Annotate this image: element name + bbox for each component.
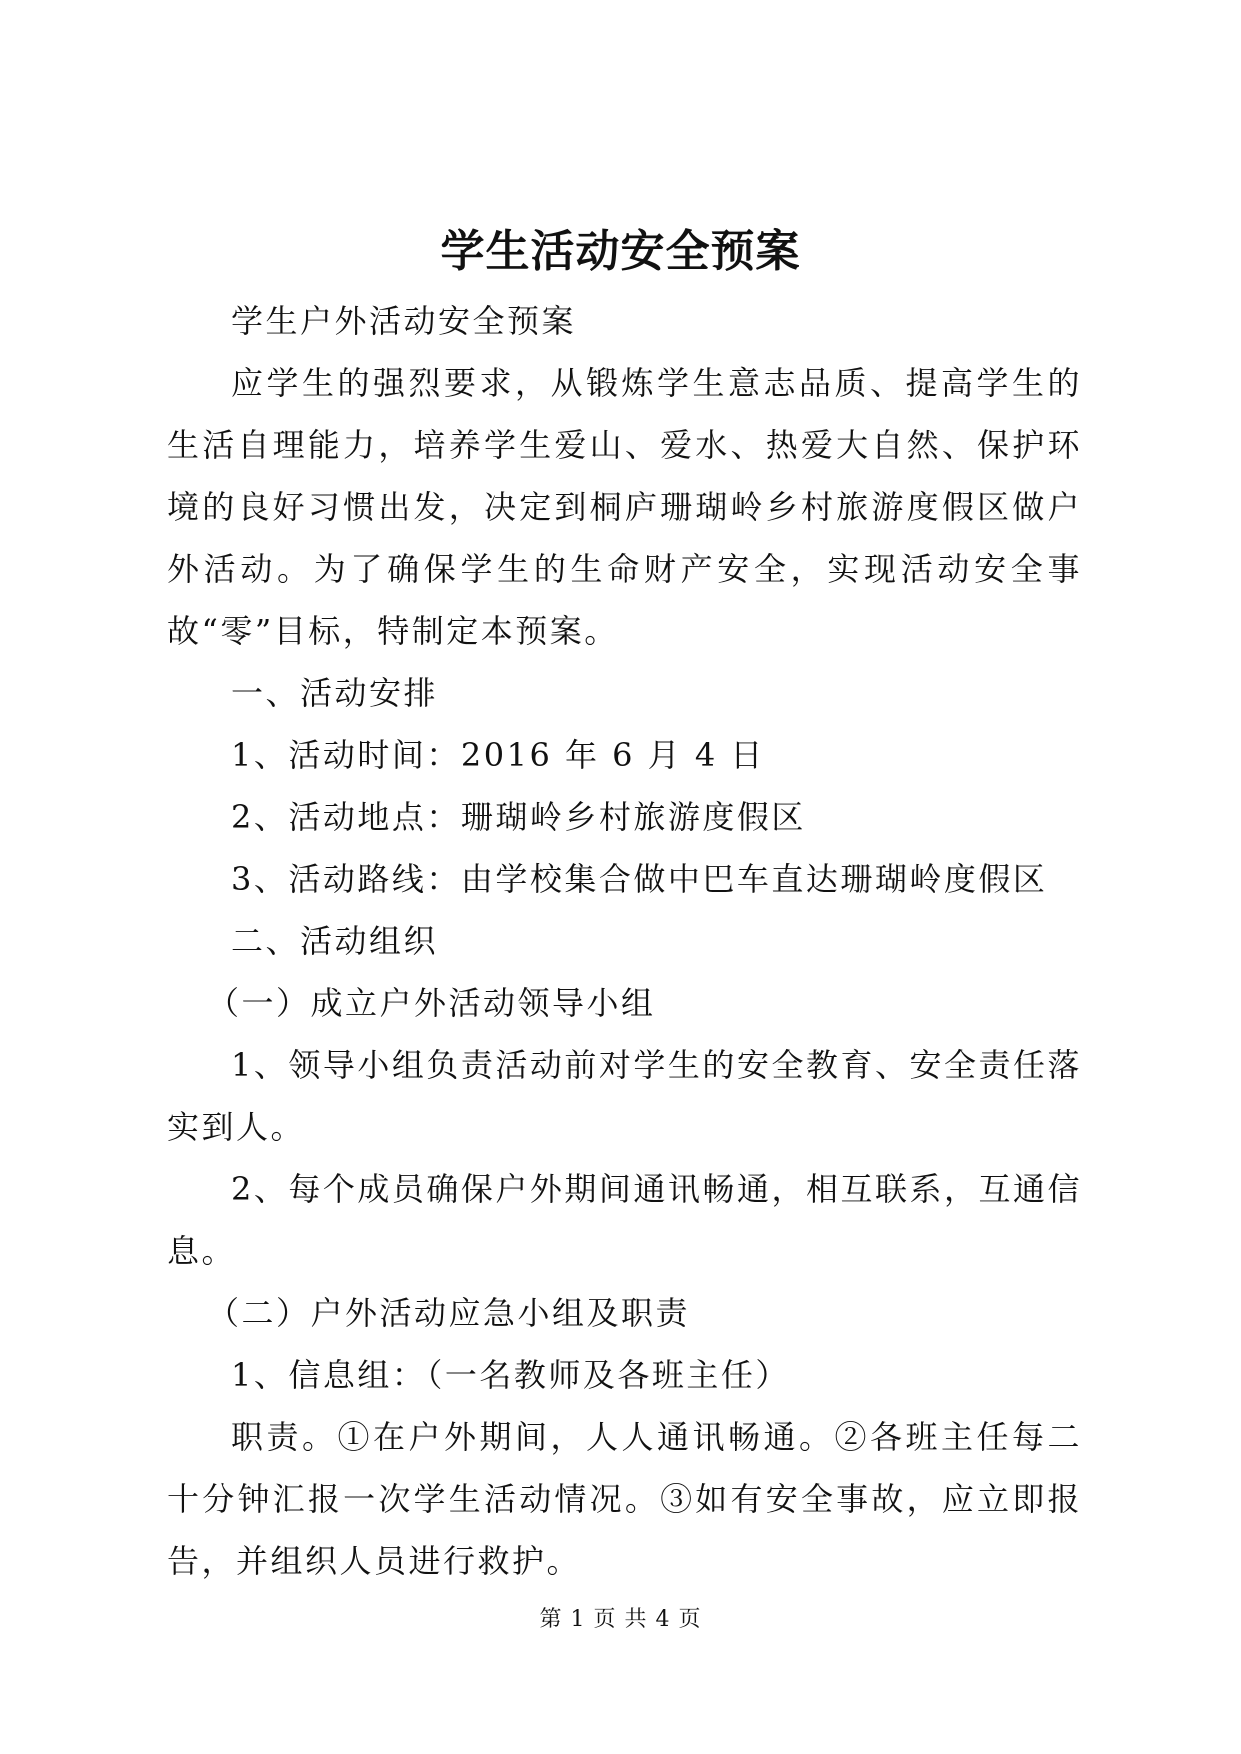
paragraph-intro: 应学生的强烈要求，从锻炼学生意志品质、提高学生的生活自理能力，培养学生爱山、爱水、热爱大自然、保护环境的良好习惯出发，决定到桐庐珊瑚岭乡村旅游度假区做户外活动。为了确保学生的生命财产安全，实现活动安全事故“零”目标，特制定本预案。: [167, 364, 1082, 650]
subsection-heading-emergency: （二）户外活动应急小组及职责: [207, 1294, 691, 1332]
subsection-heading-leadership: （一）成立户外活动领导小组: [207, 984, 656, 1022]
document-body: [167, 290, 1082, 1592]
list-item-leadership-duty: 1、领导小组负责活动前对学生的安全教育、安全责任落实到人。: [167, 1046, 1082, 1146]
list-item-time: 1、活动时间：2016 年 6 月 4 日: [231, 736, 765, 774]
list-item-route: 3、活动路线：由学校集合做中巴车直达珊瑚岭度假区: [231, 860, 1048, 898]
page-footer: 第 1 页 共 4 页: [539, 1607, 702, 1632]
list-item-location: 2、活动地点：珊瑚岭乡村旅游度假区: [231, 798, 806, 836]
list-item-communication: 2、每个成员确保户外期间通讯畅通，相互联系，互通信息。: [167, 1170, 1082, 1270]
paragraph-subtitle: 学生户外活动安全预案: [231, 302, 577, 340]
paragraph-duties: 职责。①在户外期间，人人通讯畅通。②各班主任每二十分钟汇报一次学生活动情况。③如有安全事故，应立即报告，并组织人员进行救护。: [167, 1418, 1082, 1580]
list-item-info-group: 1、信息组：（一名教师及各班主任）: [231, 1356, 790, 1394]
document-title: 学生活动安全预案: [440, 226, 801, 277]
section-heading-arrangement: 一、活动安排: [231, 674, 439, 712]
section-heading-organization: 二、活动组织: [231, 922, 439, 960]
